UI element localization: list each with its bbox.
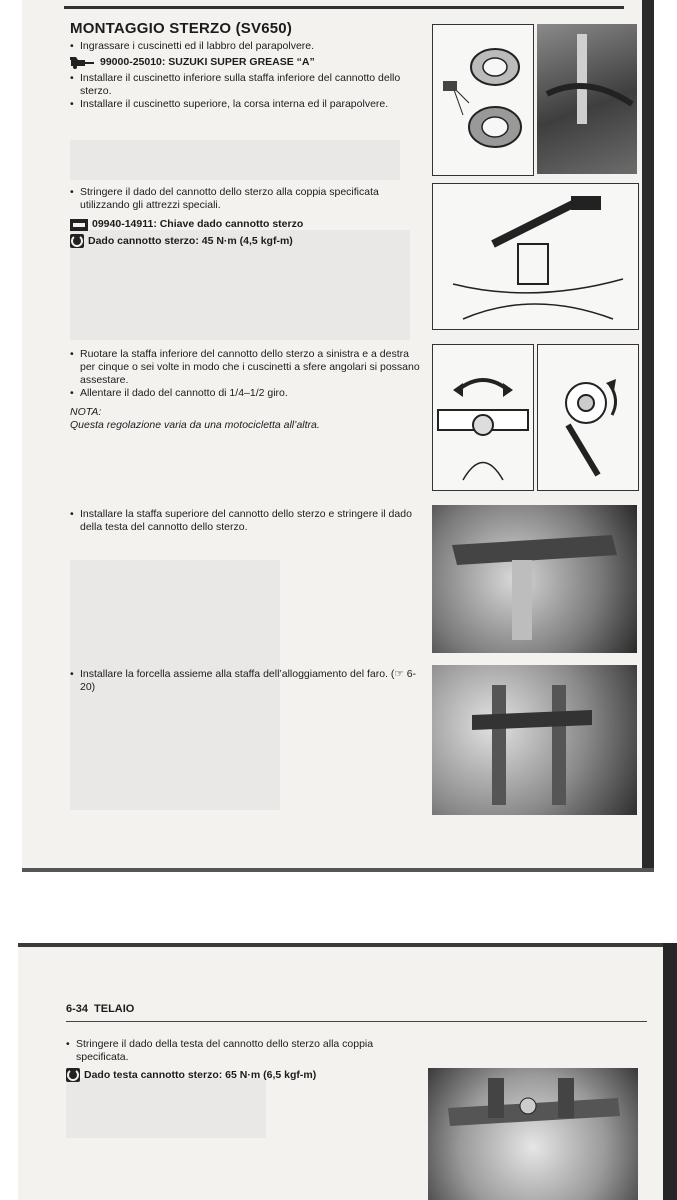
header-rule bbox=[66, 1021, 647, 1022]
torque-wrench-icon bbox=[66, 1068, 80, 1082]
section-title: MONTAGGIO STERZO (SV650) bbox=[70, 20, 293, 37]
page-number: 6-34 bbox=[66, 1003, 89, 1015]
grease-spec-line bbox=[70, 56, 420, 69]
torque-wrench-icon bbox=[70, 234, 84, 248]
grease-code: 99000-25010: SUZUKI SUPER GREASE “A” bbox=[100, 56, 315, 68]
step-install-lower-bearing: • Installare il cuscinetto inferiore sulla staffa inferiore del cannotto dello sterzo. bbox=[70, 72, 420, 98]
grease-gun-icon bbox=[70, 57, 96, 69]
torque-head-nut: Dado testa cannotto sterzo: 65 N·m (6,5 kgf-m) bbox=[84, 1068, 317, 1081]
fork-install-photo bbox=[432, 665, 637, 815]
manual-page-1 bbox=[22, 0, 654, 872]
bearing-illustration bbox=[433, 25, 533, 175]
torque-head-spec-line bbox=[66, 1068, 406, 1082]
wrench-diagram bbox=[432, 183, 639, 330]
rotation-diagram bbox=[432, 344, 534, 491]
note-text: Questa regolazione varia da una motocicletta all’altra. bbox=[70, 419, 320, 431]
step-rotate-bracket: • Ruotare la staffa inferiore del cannotto dello sterzo a sinistra e a destra per cinque o sei volte in modo che i cuscinetti a sfere angolari si possano assestare. bbox=[70, 348, 420, 387]
head-nut-photo bbox=[428, 1068, 638, 1200]
manual-page-2 bbox=[18, 943, 677, 1200]
step-grease-bearings: • Ingrassare i cuscinetti ed il labbro del parapolvere. bbox=[70, 40, 420, 53]
step-tighten-head-nut: • Stringere il dado della testa del cannotto dello sterzo alla coppia specificata. bbox=[66, 1038, 406, 1064]
nut-loosen-illustration bbox=[538, 345, 638, 490]
step-install-fork: • Installare la forcella assieme alla staffa dell’alloggiamento del faro. (☞ 6-20) bbox=[70, 668, 420, 694]
bearing-diagram bbox=[432, 24, 534, 176]
bleed-through-block bbox=[66, 1078, 266, 1138]
wrench-illustration bbox=[433, 184, 638, 329]
loosen-diagram bbox=[537, 344, 639, 491]
page-top-rule bbox=[64, 6, 624, 9]
step-loosen-nut: • Allentare il dado del cannotto di 1/4–1/2 giro. bbox=[70, 387, 420, 400]
tool-code: 09940-14911: Chiave dado cannotto sterzo bbox=[92, 218, 304, 230]
bracket-rotation-illustration bbox=[433, 345, 533, 490]
page-header bbox=[66, 1003, 134, 1015]
upper-bracket-photo bbox=[432, 505, 637, 653]
page-bottom-edge bbox=[22, 868, 654, 872]
torque-stem-nut: Dado cannotto sterzo: 45 N·m (4,5 kgf-m) bbox=[88, 234, 293, 247]
chapter-name: TELAIO bbox=[94, 1003, 135, 1015]
tool-spec-line bbox=[70, 218, 420, 231]
bleed-through-block bbox=[70, 140, 400, 180]
step-tighten-stem-nut: • Stringere il dado del cannotto dello sterzo alla coppia specificata utilizzando gli attrezzi speciali. bbox=[70, 186, 420, 212]
page-top-bar bbox=[18, 943, 677, 947]
tool-icon bbox=[70, 219, 88, 231]
step-install-upper-bearing: • Installare il cuscinetto superiore, la corsa interna ed il parapolvere. bbox=[70, 98, 420, 111]
torque-spec-line bbox=[70, 234, 420, 248]
book-spine bbox=[663, 943, 677, 1200]
step-install-upper-bracket: • Installare la staffa superiore del cannotto dello sterzo e stringere il dado della testa del cannotto dello sterzo. bbox=[70, 508, 420, 534]
note-label: NOTA: bbox=[70, 406, 102, 418]
steering-stem-photo bbox=[537, 24, 637, 174]
book-spine bbox=[642, 0, 654, 872]
